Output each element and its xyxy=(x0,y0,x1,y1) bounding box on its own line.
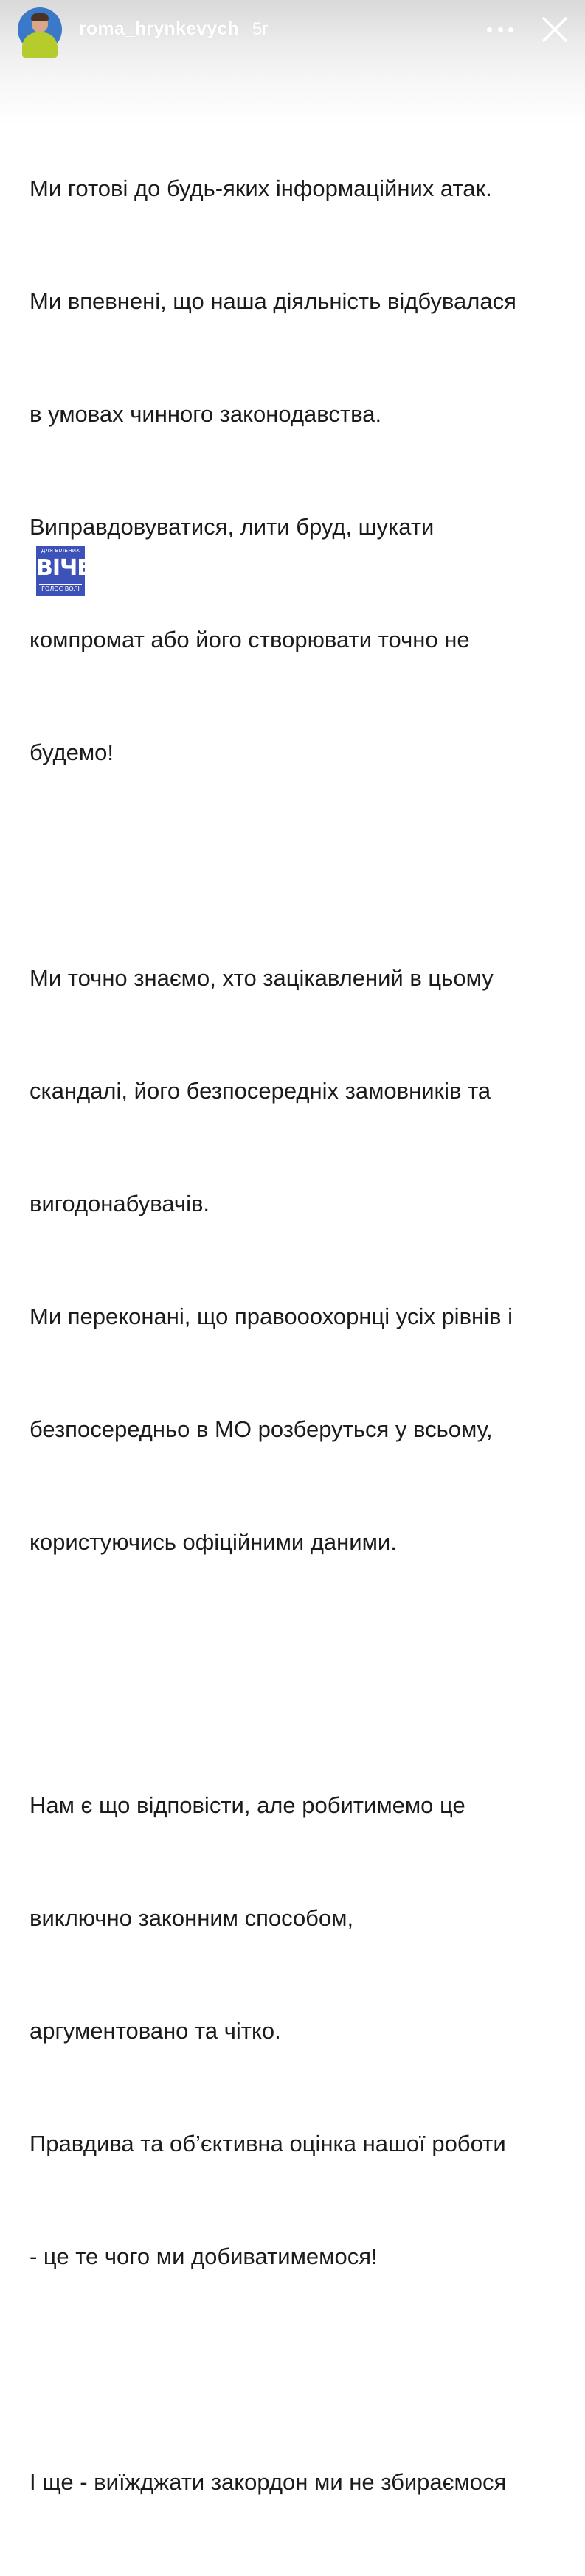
watermark-bottom-text: ГОЛОС ВОЛІ xyxy=(39,584,82,593)
text-line: скандалі, його безпосередніх замовників та xyxy=(30,1078,491,1104)
text-line: компромат або його створювати точно не xyxy=(30,627,470,652)
dot xyxy=(498,27,503,32)
avatar-hair xyxy=(31,13,49,21)
viche-watermark-logo xyxy=(36,546,91,596)
text-line: І ще - виїжджати закордон ми не збираємося xyxy=(30,2469,507,2495)
more-horizontal-icon[interactable] xyxy=(487,21,513,38)
text-line: виключно законним способом, xyxy=(30,1905,354,1931)
username[interactable]: roma_hrynkevych xyxy=(79,18,240,39)
dot xyxy=(508,27,513,32)
spacer xyxy=(30,1636,575,1711)
paragraph-2 xyxy=(30,884,575,1636)
text-line: користуючись офіційними даними. xyxy=(30,1529,397,1555)
paragraph-3 xyxy=(30,1711,575,2350)
text-line: Ми готові до будь-яких інформаційних атак. xyxy=(30,175,492,201)
text-line: Ми точно знаємо, хто зацікавлений в цьому xyxy=(30,965,494,991)
text-line: безпосередньо в МО розберуться у всьому, xyxy=(30,1416,493,1442)
text-line: будемо! xyxy=(30,739,114,765)
post-time: 5г xyxy=(252,19,269,39)
text-line: вигодонабувачів. xyxy=(30,1191,210,1216)
paragraph-1 xyxy=(30,94,575,846)
profile-avatar[interactable] xyxy=(18,7,62,52)
spacer xyxy=(30,2350,575,2388)
watermark-top-text: ДЛЯ ВІЛЬНИХ xyxy=(41,548,80,554)
text-line: Ми впевнені, що наша діяльність відбувалася xyxy=(30,288,516,314)
dot xyxy=(487,27,492,32)
close-icon[interactable] xyxy=(537,12,572,47)
text-line: - це те чого ми добиватимемося! xyxy=(30,2243,378,2269)
story-header xyxy=(0,0,585,59)
avatar-body xyxy=(22,32,58,58)
story-text xyxy=(30,94,575,2576)
text-line: аргументовано та чітко. xyxy=(30,2018,281,2044)
text-line: Нам є що відповісти, але робитимемо це xyxy=(30,1792,465,1818)
spacer xyxy=(30,846,575,884)
text-line: Виправдовуватися, лити бруд, шукати xyxy=(30,514,435,540)
paragraph-4 xyxy=(30,2388,575,2576)
watermark-main-text: ВІЧЕ xyxy=(36,555,91,581)
text-line: Правдива та об’єктивна оцінка нашої роботи xyxy=(30,2131,506,2156)
text-line: Ми переконані, що правооохорнці усіх рівнів і xyxy=(30,1303,513,1329)
text-line: в умовах чинного законодавства. xyxy=(30,401,382,427)
